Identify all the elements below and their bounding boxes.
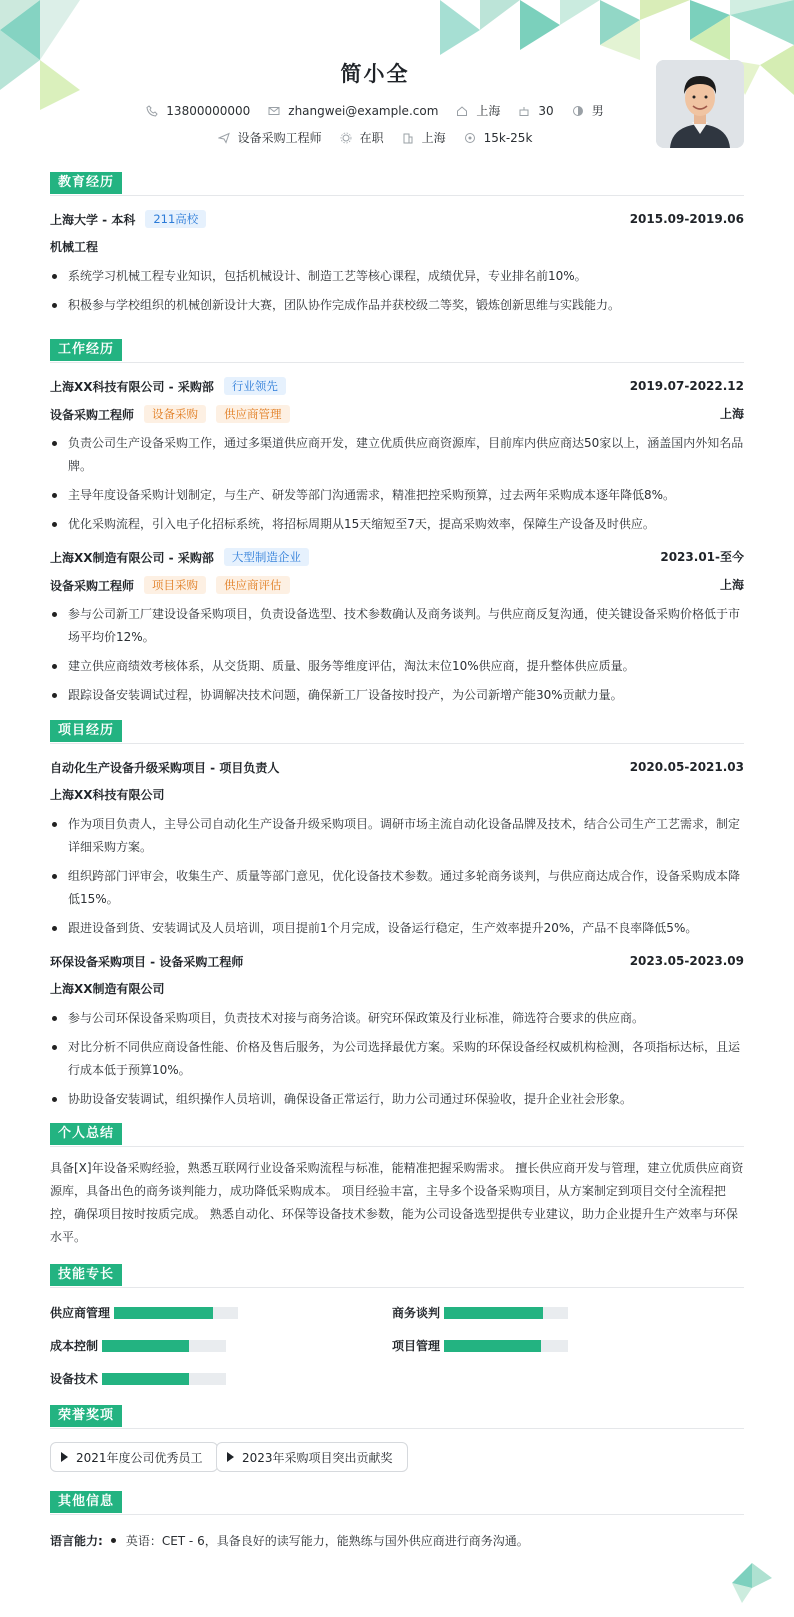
skill-fill xyxy=(114,1307,213,1319)
award-text: 2023年采购项目突出贡献奖 xyxy=(242,1450,393,1465)
list-item: 对比分析不同供应商设备性能、价格及售后服务，为公司选择最优方案。采购的环保设备经权威机构检测，各项指标达标，且运行成本低于预算10%。 xyxy=(50,1036,744,1082)
project-name: 环保设备采购项目 - 设备采购工程师 xyxy=(50,954,244,969)
awards-title: 荣誉奖项 xyxy=(50,1405,122,1427)
award-chip xyxy=(50,1442,218,1472)
school-name: 上海大学 - 本科 xyxy=(50,212,136,227)
job-date: 2023.01-至今 xyxy=(660,550,744,564)
list-item: 优化采购流程，引入电子化招标系统，将招标周期从15天缩短至7天，提高采购效率，保障生产设备及时供应。 xyxy=(50,513,744,536)
play-icon xyxy=(227,1452,234,1462)
list-item: 参与公司环保设备采购项目，负责技术对接与商务洽谈。研究环保政策及行业标准，筛选符合要求的供应商。 xyxy=(50,1007,744,1030)
company-name: 上海XX科技有限公司 - 采购部 xyxy=(50,379,214,394)
project-date: 2023.05-2023.09 xyxy=(629,954,744,968)
skill-bar xyxy=(102,1373,226,1385)
job-intent-row xyxy=(0,129,750,146)
award-text: 2021年度公司优秀员工 xyxy=(76,1450,203,1465)
position-row xyxy=(50,403,744,425)
building-icon xyxy=(402,132,414,144)
location-item xyxy=(456,102,500,119)
list-item: 协助设备安装调试，组织操作人员培训，确保设备正常运行，助力公司通过环保验收，提升企业社会形象。 xyxy=(50,1088,744,1111)
phone-icon xyxy=(146,105,158,117)
status-text: 在职 xyxy=(359,131,384,145)
email-text: zhangwei@example.com xyxy=(288,103,439,118)
money-icon xyxy=(464,132,476,144)
skill-tag: 供应商评估 xyxy=(216,576,290,594)
summary-header xyxy=(50,1123,744,1147)
skill-tag: 设备采购 xyxy=(144,405,206,423)
skill-tag: 项目采购 xyxy=(144,576,206,594)
send-icon xyxy=(218,132,230,144)
list-item: 积极参与学校组织的机械创新设计大赛，团队协作完成作品并获校级二等奖，锻炼创新思维与实践能力。 xyxy=(50,294,744,317)
job-bullets xyxy=(50,603,744,707)
projects-title: 项目经历 xyxy=(50,720,122,742)
list-item: 跟踪设备安装调试过程，协调解决技术问题，确保新工厂设备按时投产，为公司新增产能30%贡献力量。 xyxy=(50,684,744,707)
position-name: 设备采购工程师 xyxy=(50,578,135,593)
skill-bar xyxy=(114,1307,238,1319)
skill-fill xyxy=(102,1373,189,1385)
education-bullets xyxy=(50,265,744,317)
school-line xyxy=(50,210,206,228)
target-job-item xyxy=(218,129,322,146)
skill-fill xyxy=(444,1340,541,1352)
phone-text: 13800000000 xyxy=(166,103,251,118)
position-row xyxy=(50,574,744,596)
age-item xyxy=(518,104,553,118)
language-row xyxy=(50,1529,744,1551)
education-section xyxy=(50,172,744,323)
project-bullets xyxy=(50,813,744,940)
skills-header xyxy=(50,1264,744,1288)
skills-title: 技能专长 xyxy=(50,1264,122,1286)
gender-item xyxy=(572,102,604,119)
play-icon xyxy=(61,1452,68,1462)
cake-icon xyxy=(518,105,530,117)
skill-name: 设备技术 xyxy=(50,1372,99,1386)
age-text: 30 xyxy=(538,103,554,118)
work-title: 工作经历 xyxy=(50,339,122,361)
other-header xyxy=(50,1491,744,1515)
list-item: 组织跨部门评审会，收集生产、质量等部门意见，优化设备技术参数。通过多轮商务谈判，与供应商达成合作，设备采购成本降低15%。 xyxy=(50,865,744,911)
target-city-text: 上海 xyxy=(421,131,446,145)
company-line xyxy=(50,377,286,395)
job-row xyxy=(50,546,744,568)
avatar-photo xyxy=(656,60,744,148)
work-section xyxy=(50,339,744,713)
job-row xyxy=(50,375,744,397)
skill-name: 供应商管理 xyxy=(50,1306,111,1320)
skill-name: 成本控制 xyxy=(50,1339,99,1353)
list-item: 负责公司生产设备采购工作，通过多渠道供应商开发，建立优质供应商资源库，目前库内供应商达50家以上，涵盖国内外知名品牌。 xyxy=(50,432,744,478)
job-bullets xyxy=(50,432,744,536)
contact-row xyxy=(0,102,750,119)
projects-header xyxy=(50,720,744,744)
education-title: 教育经历 xyxy=(50,172,122,194)
avatar-illustration xyxy=(656,60,744,148)
education-header xyxy=(50,172,744,196)
bullet-dot xyxy=(111,1538,116,1543)
list-item: 建立供应商绩效考核体系，从交货期、质量、服务等维度评估，淘汰末位10%供应商，提升整体供应质量。 xyxy=(50,655,744,678)
project-company: 上海XX科技有限公司 xyxy=(50,788,165,802)
location-text: 上海 xyxy=(476,104,501,118)
awards-header xyxy=(50,1405,744,1429)
salary-item xyxy=(464,131,533,145)
target-job-text: 设备采购工程师 xyxy=(237,131,322,145)
skill-item xyxy=(50,1370,226,1387)
skill-bar xyxy=(444,1340,568,1352)
major-name: 机械工程 xyxy=(50,240,99,254)
other-section xyxy=(50,1491,744,1551)
project-row xyxy=(50,756,744,778)
company-tag: 行业领先 xyxy=(224,377,286,395)
language-text: 英语：CET - 6，具备良好的读写能力，能熟练与国外供应商进行商务沟通。 xyxy=(125,1533,529,1548)
status-item xyxy=(340,129,384,146)
project-company: 上海XX制造有限公司 xyxy=(50,982,165,996)
phone-item xyxy=(146,104,250,118)
awards-section xyxy=(50,1405,744,1485)
mail-icon xyxy=(268,105,280,117)
list-item: 跟进设备到货、安装调试及人员培训，项目提前1个月完成，设备运行稳定，生产效率提升20%，产品不良率降低5%。 xyxy=(50,917,744,940)
project-date: 2020.05-2021.03 xyxy=(629,760,744,774)
company-name: 上海XX制造有限公司 - 采购部 xyxy=(50,550,214,565)
company-tag: 大型制造企业 xyxy=(224,548,309,566)
project-name: 自动化生产设备升级采购项目 - 项目负责人 xyxy=(50,760,280,775)
position-line xyxy=(50,576,290,594)
skill-tag: 供应商管理 xyxy=(216,405,290,423)
education-date: 2015.09-2019.06 xyxy=(629,212,744,226)
position-name: 设备采购工程师 xyxy=(50,407,135,422)
award-chip xyxy=(216,1442,408,1472)
target-city-item xyxy=(402,129,446,146)
skill-bar xyxy=(444,1307,568,1319)
list-item: 系统学习机械工程专业知识，包括机械设计、制造工艺等核心课程，成绩优异，专业排名前10%。 xyxy=(50,265,744,288)
skill-item xyxy=(392,1304,568,1321)
home-icon xyxy=(456,105,468,117)
list-item: 参与公司新工厂建设设备采购项目，负责设备选型、技术参数确认及商务谈判。与供应商反复沟通，使关键设备采购价格低于市场平均价12%。 xyxy=(50,603,744,649)
skill-item xyxy=(50,1304,238,1321)
skill-bar xyxy=(102,1340,226,1352)
skill-item xyxy=(50,1337,226,1354)
list-item: 主导年度设备采购计划制定，与生产、研发等部门沟通需求，精准把控采购预算，过去两年采购成本逐年降低8%。 xyxy=(50,484,744,507)
gender-text: 男 xyxy=(591,104,604,118)
skill-fill xyxy=(444,1307,543,1319)
job-city: 上海 xyxy=(719,578,744,592)
summary-title: 个人总结 xyxy=(50,1123,122,1145)
job-city: 上海 xyxy=(719,407,744,421)
summary-text: 具备[X]年设备采购经验，熟悉互联网行业设备采购流程与标准，能精准把握采购需求。 擅长供应商开发与管理，建立优质供应商资源库，具备出色的商务谈判能力，成功降低采购成本。 项目经验丰富，主导多个设备采购项目，从方案制定到项目交付全流程把控，确保项目按时按质完成。 熟悉自动化、环保等设备技术参数，能为公司设备选型提供专业建议，助力企业提升生产效率与环保水平。 xyxy=(50,1161,744,1244)
skill-name: 商务谈判 xyxy=(392,1306,441,1320)
awards-list xyxy=(50,1442,744,1472)
candidate-name: 简小全 xyxy=(340,62,410,86)
summary-section xyxy=(50,1123,744,1249)
project-bullets xyxy=(50,1007,744,1111)
skill-item xyxy=(392,1337,568,1354)
gear-icon xyxy=(340,132,352,144)
skill-fill xyxy=(102,1340,189,1352)
gender-icon xyxy=(572,105,584,117)
list-item: 作为项目负责人，主导公司自动化生产设备升级采购项目。调研市场主流自动化设备品牌及技术，结合公司生产工艺需求，制定详细采购方案。 xyxy=(50,813,744,859)
job-date: 2019.07-2022.12 xyxy=(629,379,744,393)
project-row xyxy=(50,950,744,972)
resume-header xyxy=(0,0,794,165)
skills-section xyxy=(50,1264,744,1384)
language-label: 语言能力: xyxy=(50,1533,103,1548)
salary-text: 15k-25k xyxy=(483,130,533,145)
company-line xyxy=(50,548,309,566)
position-line xyxy=(50,405,290,423)
work-header xyxy=(50,339,744,363)
school-tag: 211高校 xyxy=(145,210,206,228)
projects-section xyxy=(50,720,744,1117)
other-title: 其他信息 xyxy=(50,1491,122,1513)
education-row xyxy=(50,208,744,230)
email-item xyxy=(268,104,438,118)
skill-name: 项目管理 xyxy=(392,1339,441,1353)
